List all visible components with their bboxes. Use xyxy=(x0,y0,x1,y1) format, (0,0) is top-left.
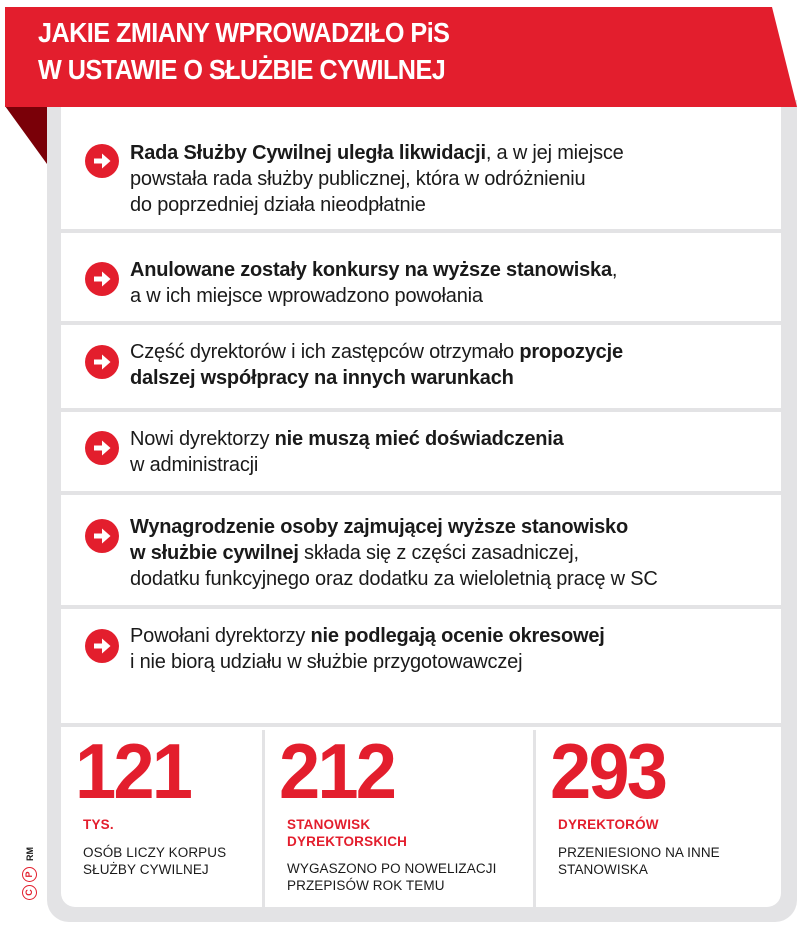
item-text-bold: Wynagrodzenie osoby zajmującej wyższe stanowisko xyxy=(130,516,628,538)
item-text-regular: dodatku funkcyjnego oraz dodatku za wieloletnią pracę w SC xyxy=(130,568,658,590)
stat-box xyxy=(533,727,781,907)
item-text-bold: w służbie cywilnej xyxy=(130,542,299,564)
item-text-bold: Anulowane zostały konkursy na wyższe stanowiska xyxy=(130,259,612,281)
stat-number: 121 xyxy=(75,727,191,815)
item-text xyxy=(130,514,770,592)
item-text-regular: Część dyrektorów i ich zastępców otrzymało xyxy=(130,341,520,363)
item-text-line xyxy=(130,140,770,166)
arrow-right-circle-icon xyxy=(85,519,119,553)
banner-fold xyxy=(5,106,47,164)
item-text-bold: Rada Służby Cywilnej uległa likwidacji xyxy=(130,142,486,164)
stat-box xyxy=(61,727,262,907)
item-text-line xyxy=(130,514,770,540)
item-text-bold: dalszej współpracy na innych warunkach xyxy=(130,367,514,389)
item-text-regular: i nie biorą udziału w służbie przygotowawczej xyxy=(130,651,523,673)
item-text-regular: składa się z części zasadniczej, xyxy=(298,542,579,564)
page-title xyxy=(38,14,449,88)
item-text xyxy=(130,623,770,675)
list-item xyxy=(61,609,781,727)
item-text-line xyxy=(130,623,770,649)
title-line-2: W USTAWIE O SŁUŻBIE CYWILNEJ xyxy=(38,54,446,85)
item-text-line xyxy=(130,257,770,283)
item-text-line xyxy=(130,283,770,309)
arrow-right-circle-icon xyxy=(85,144,119,178)
stat-unit: TYS. xyxy=(83,817,114,832)
item-text-line xyxy=(130,452,770,478)
item-text-regular: Powołani dyrektorzy xyxy=(130,625,311,647)
list-item xyxy=(61,412,781,495)
item-text-regular: do poprzedniej działa nieodpłatnie xyxy=(130,194,426,216)
item-text-regular: , a w jej miejsce xyxy=(485,142,624,164)
title-line-1: JAKIE ZMIANY WPROWADZIŁO PiS xyxy=(38,17,450,48)
list-item xyxy=(61,233,781,325)
stats-row xyxy=(61,727,781,907)
item-text xyxy=(130,257,770,309)
arrow-right-circle-icon xyxy=(85,262,119,296)
item-text-line xyxy=(130,339,770,365)
copyright-icon: C xyxy=(22,885,37,900)
credit xyxy=(22,847,37,900)
arrow-right-circle-icon xyxy=(85,431,119,465)
item-text-bold: nie podlegają ocenie okresowej xyxy=(310,625,605,647)
item-text xyxy=(130,426,770,478)
phonogram-icon: P xyxy=(22,867,37,882)
stat-number: 212 xyxy=(279,727,395,815)
content-panel xyxy=(61,107,781,907)
item-text-line xyxy=(130,365,770,391)
stat-number: 293 xyxy=(550,727,666,815)
item-text-regular: , xyxy=(611,259,618,281)
item-text-bold: nie muszą mieć doświadczenia xyxy=(274,428,564,450)
item-text-regular: Nowi dyrektorzy xyxy=(130,428,275,450)
item-text-regular: a w ich miejsce wprowadzono powołania xyxy=(130,285,483,307)
item-text-line xyxy=(130,192,770,218)
item-text xyxy=(130,140,770,218)
item-text xyxy=(130,339,770,391)
item-text-line xyxy=(130,426,770,452)
author-initials: RM xyxy=(24,847,35,861)
list-item xyxy=(61,107,781,233)
item-text-bold: propozycje xyxy=(519,341,623,363)
stat-unit: STANOWISK DYREKTORSKICH xyxy=(287,817,408,849)
item-text-line xyxy=(130,540,770,566)
arrow-right-circle-icon xyxy=(85,629,119,663)
item-text-line xyxy=(130,566,770,592)
arrow-right-circle-icon xyxy=(85,345,119,379)
stat-unit: DYREKTORÓW xyxy=(558,817,659,832)
item-text-line xyxy=(130,649,770,675)
item-text-line xyxy=(130,166,770,192)
stat-box xyxy=(262,727,533,907)
stat-description: WYGASZONO PO NOWELIZACJI PRZEPISÓW ROK TEMU xyxy=(287,861,497,893)
stat-description: PRZENIESIONO NA INNE STANOWISKA xyxy=(558,845,720,877)
list-item xyxy=(61,495,781,609)
stat-description: OSÓB LICZY KORPUS SŁUŻBY CYWILNEJ xyxy=(83,845,227,877)
item-text-regular: w administracji xyxy=(130,454,259,476)
item-text-regular: powstała rada służby publicznej, która w odróżnieniu xyxy=(130,168,586,190)
list-item xyxy=(61,325,781,412)
